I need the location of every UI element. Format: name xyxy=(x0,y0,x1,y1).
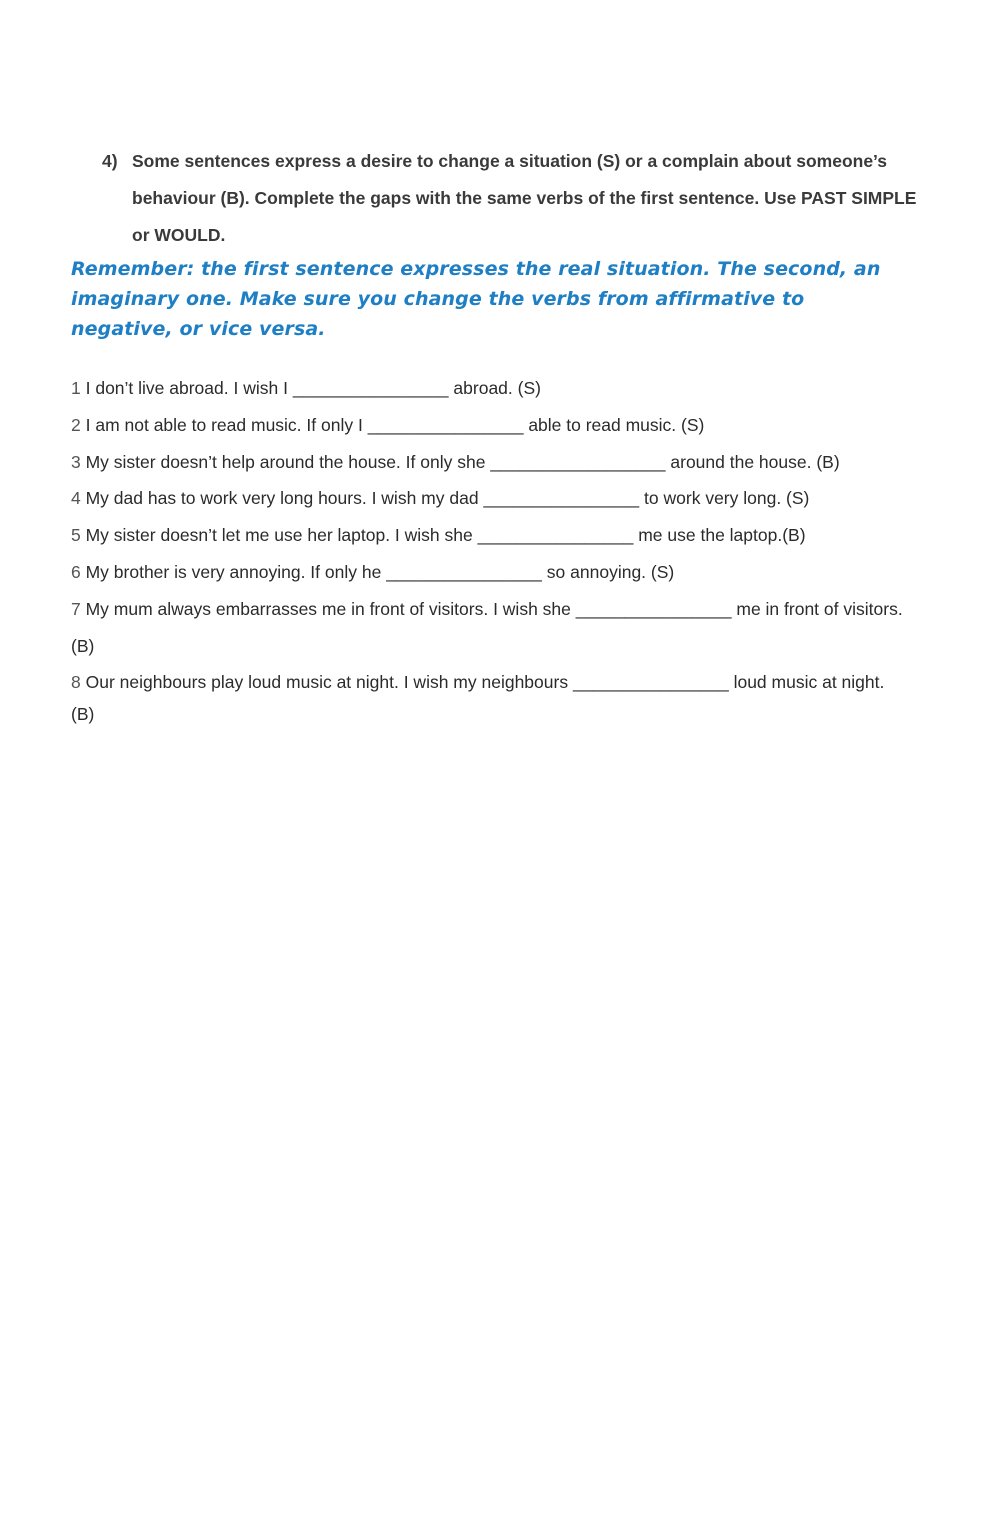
exercise-prompt: I am not able to read music. If only I xyxy=(85,415,363,435)
exercise-ending: so annoying. (S) xyxy=(546,562,675,582)
exercise-number: 7 xyxy=(71,599,81,619)
exercise-ending: around the house. (B) xyxy=(670,452,840,472)
exercise-ending: able to read music. (S) xyxy=(528,415,705,435)
answer-gap[interactable]: ________________ xyxy=(386,562,542,582)
exercise-number: 1 xyxy=(71,378,81,398)
exercise-prompt: Our neighbours play loud music at night. I wish my neighbours xyxy=(85,672,569,692)
exercise-prompt: My dad has to work very long hours. I wish my dad xyxy=(85,488,479,508)
exercise-item-6 xyxy=(71,554,911,591)
instruction-text: Some sentences express a desire to change a situation (S) or a complain about someone’s behaviour (B). Complete the gaps with the same verbs of the first sentence. Use PAST SIMPLE or WOULD. xyxy=(132,151,917,245)
instruction-number: 4) xyxy=(102,151,118,171)
exercise-prompt: My brother is very annoying. If only he xyxy=(85,562,382,582)
answer-gap[interactable]: ________________ xyxy=(477,525,634,545)
exercise-prompt: My sister doesn’t let me use her laptop. I wish she xyxy=(85,525,473,545)
exercise-item-8 xyxy=(71,666,911,730)
answer-gap[interactable]: ________________ xyxy=(367,415,524,435)
exercise-prompt: My sister doesn’t help around the house. If only she xyxy=(85,452,486,472)
exercise-ending: me use the laptop.(B) xyxy=(638,525,806,545)
exercise-item-7 xyxy=(71,591,911,665)
answer-gap[interactable]: ________________ xyxy=(575,599,732,619)
exercise-ending: loud music at night. (B) xyxy=(71,672,885,724)
exercise-item-3 xyxy=(71,444,911,481)
exercise-prompt: I don’t live abroad. I wish I xyxy=(85,378,288,398)
exercise-ending: abroad. (S) xyxy=(453,378,541,398)
answer-gap[interactable]: ________________ xyxy=(572,672,729,692)
exercise-number: 3 xyxy=(71,452,81,472)
exercise-prompt: My mum always embarrasses me in front of visitors. I wish she xyxy=(85,599,571,619)
exercise-number: 8 xyxy=(71,672,81,692)
answer-gap[interactable]: __________________ xyxy=(490,452,666,472)
remember-note: Remember: the first sentence expresses the real situation. The second, an imaginary one. Make sure you change the verbs from affirmative to negative, or vice versa. xyxy=(71,258,881,340)
exercise-number: 6 xyxy=(71,562,81,582)
answer-gap[interactable]: ________________ xyxy=(483,488,640,508)
answer-gap[interactable]: ________________ xyxy=(292,378,449,398)
exercise-item-5 xyxy=(71,517,911,554)
exercise-number: 2 xyxy=(71,415,81,435)
exercise-item-4 xyxy=(71,480,911,517)
exercise-ending: me in front of visitors. (B) xyxy=(71,599,903,656)
instruction-block xyxy=(102,143,932,254)
exercise-item-1 xyxy=(71,370,911,407)
exercise-number: 4 xyxy=(71,488,81,508)
exercise-number: 5 xyxy=(71,525,81,545)
exercise-ending: to work very long. (S) xyxy=(644,488,810,508)
exercise-item-2 xyxy=(71,407,911,444)
